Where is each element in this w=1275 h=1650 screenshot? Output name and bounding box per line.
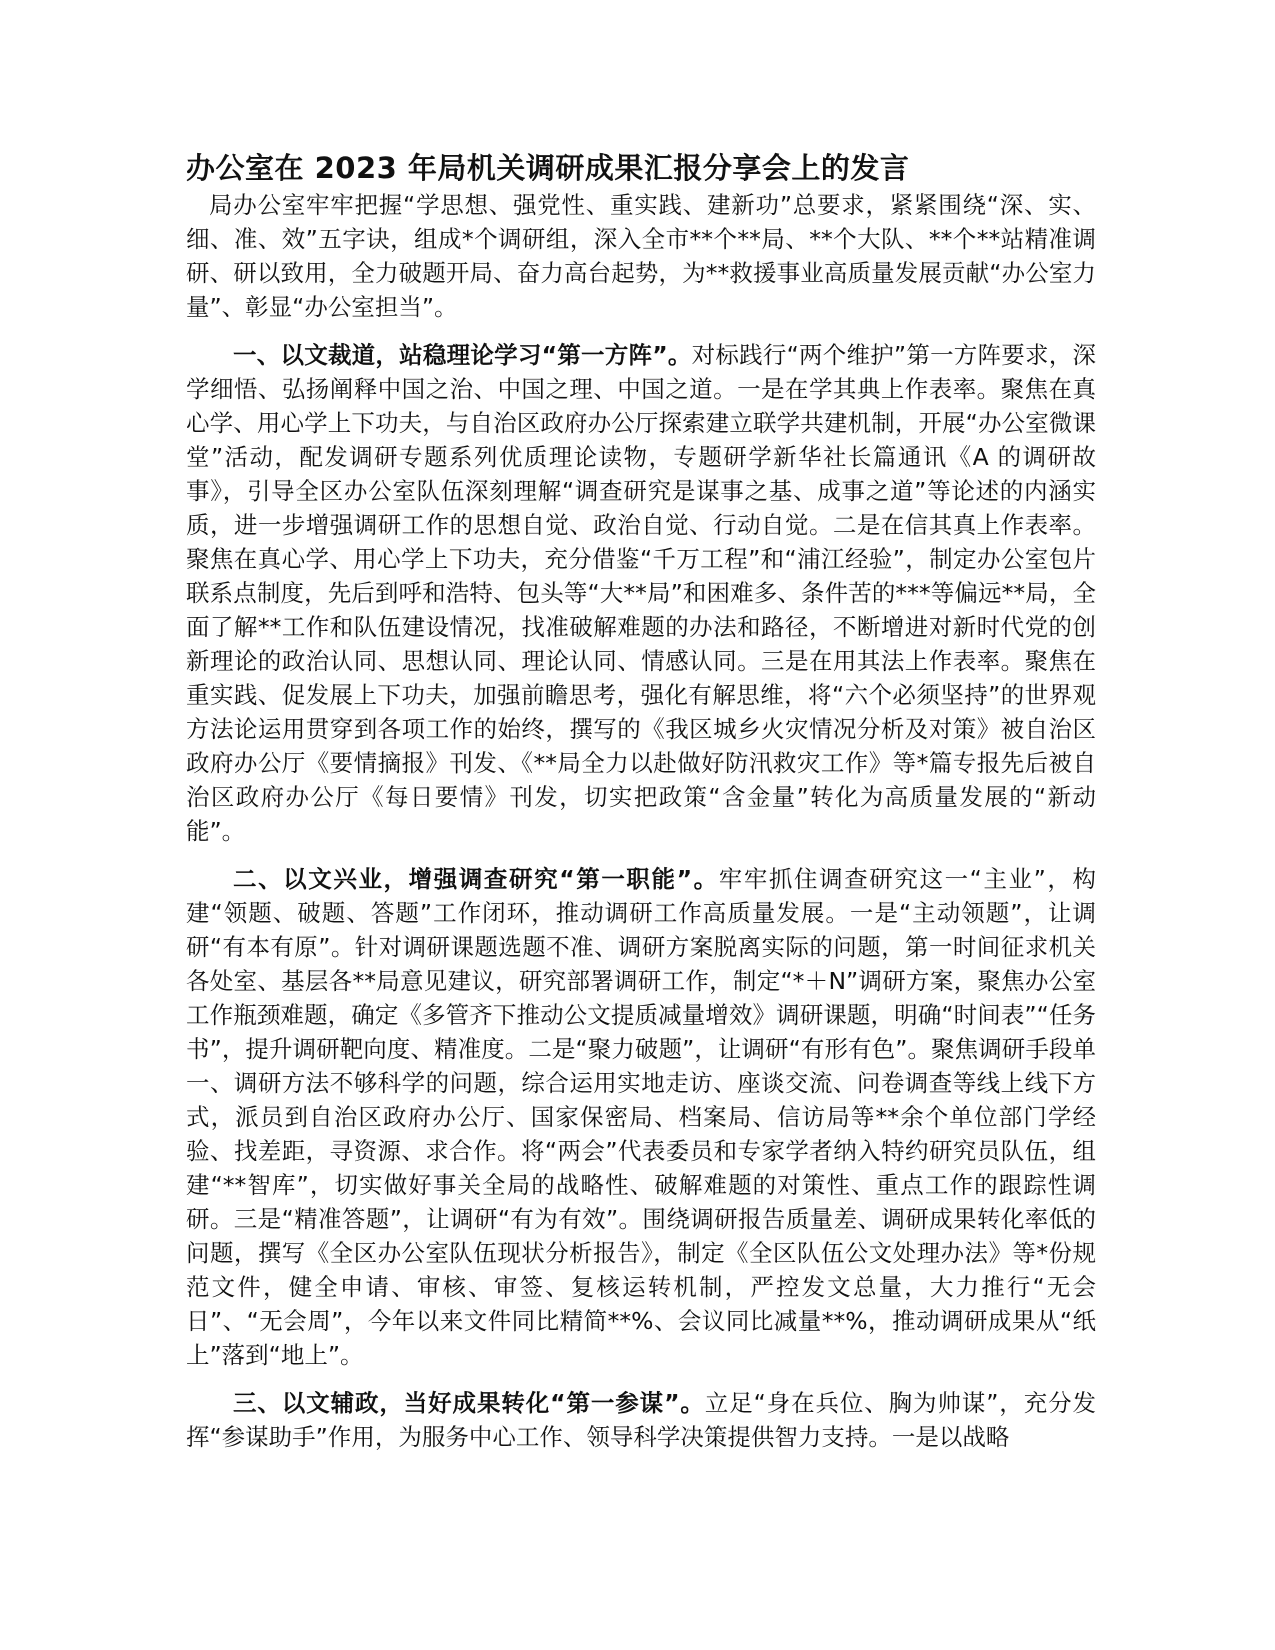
section-heading-1: 一、以文裁道，站稳理论学习“第一方阵”。: [233, 341, 692, 369]
section-heading-2: 二、以文兴业，增强调查研究“第一职能”。: [233, 865, 719, 893]
document-title: 办公室在 2023 年局机关调研成果汇报分享会上的发言: [186, 151, 910, 185]
section-body-3: 立足“身在兵位、胸为帅谋”，充分发挥“参谋助手”作用，为服务中心工作、领导科学决策提供智力支持。一是以战略: [186, 1389, 1096, 1451]
section-body-2: 牢牢抓住调查研究这一“主业”，构建“领题、破题、答题”工作闭环，推动调研工作高质量发展。一是“主动领题”，让调研“有本有原”。针对调研课题选题不准、调研方案脱离实际的问题，第一时间征求机关各处室、基层各**局意见建议，研究部署调研工作，制定“*＋N”调研方案，聚焦办公室工作瓶颈难题，确定《多管齐下推动公文提质减量增效》调研课题，明确“时间表”“任务书”，提升调研靶向度、精准度。二是“聚力破题”，让调研“有形有色”。聚焦调研手段单一、调研方法不够科学的问题，综合运用实地走访、座谈交流、问卷调查等线上线下方式，派员到自治区政府办公厅、国家保密局、档案局、信访局等**余个单位部门学经验、找差距，寻资源、求合作。将“两会”代表委员和专家学者纳入特约研究员队伍，组建“**智库”，切实做好事关全局的战略性、破解难题的对策性、重点工作的跟踪性调研。三是“精准答题”，让调研“有为有效”。围绕调研报告质量差、调研成果转化率低的问题，撰写《全区办公室队伍现状分析报告》，制定《全区队伍公文处理办法》等*份规范文件，健全申请、审核、审签、复核运转机制，严控发文总量，大力推行“无会日”、“无会周”，今年以来文件同比精简**%、会议同比减量**%，推动调研成果从“纸上”落到“地上”。: [186, 865, 1096, 1369]
section-paragraph-3: [186, 1386, 1096, 1454]
document-page: [186, 150, 1096, 1454]
intro-paragraph: 局办公室牢牢把握“学思想、强党性、重实践、建新功”总要求，紧紧围绕“深、实、细、准、效”五字诀，组成*个调研组，深入全市**个**局、**个大队、**个**站精准调研、研以致用，全力破题开局、奋力高台起势，为**救援事业高质量发展贡献“办公室力量”、彰显“办公室担当”。: [186, 191, 1096, 321]
section-heading-3: 三、以文辅政，当好成果转化“第一参谋”。: [233, 1389, 705, 1417]
section-paragraph-2: [186, 862, 1096, 1372]
section-paragraph-1: [186, 338, 1096, 848]
section-body-1: 对标践行“两个维护”第一方阵要求，深学细悟、弘扬阐释中国之治、中国之理、中国之道。一是在学其典上作表率。聚焦在真心学、用心学上下功夫，与自治区政府办公厅探索建立联学共建机制，开展“办公室微课堂”活动，配发调研专题系列优质理论读物，专题研学新华社长篇通讯《A 的调研故事》，引导全区办公室队伍深刻理解“调查研究是谋事之基、成事之道”等论述的内涵实质，进一步增强调研工作的思想自觉、政治自觉、行动自觉。二是在信其真上作表率。聚焦在真心学、用心学上下功夫，充分借鉴“千万工程”和“浦江经验”，制定办公室包片联系点制度，先后到呼和浩特、包头等“大**局”和困难多、条件苦的***等偏远**局，全面了解**工作和队伍建设情况，找准破解难题的办法和路径，不断增进对新时代党的创新理论的政治认同、思想认同、理论认同、情感认同。三是在用其法上作表率。聚焦在重实践、促发展上下功夫，加强前瞻思考，强化有解思维，将“六个必须坚持”的世界观方法论运用贯穿到各项工作的始终，撰写的《我区城乡火灾情况分析及对策》被自治区政府办公厅《要情摘报》刊发、《**局全力以赴做好防汛救灾工作》等*篇专报先后被自治区政府办公厅《每日要情》刊发，切实把政策“含金量”转化为高质量发展的“新动能”。: [186, 341, 1096, 845]
